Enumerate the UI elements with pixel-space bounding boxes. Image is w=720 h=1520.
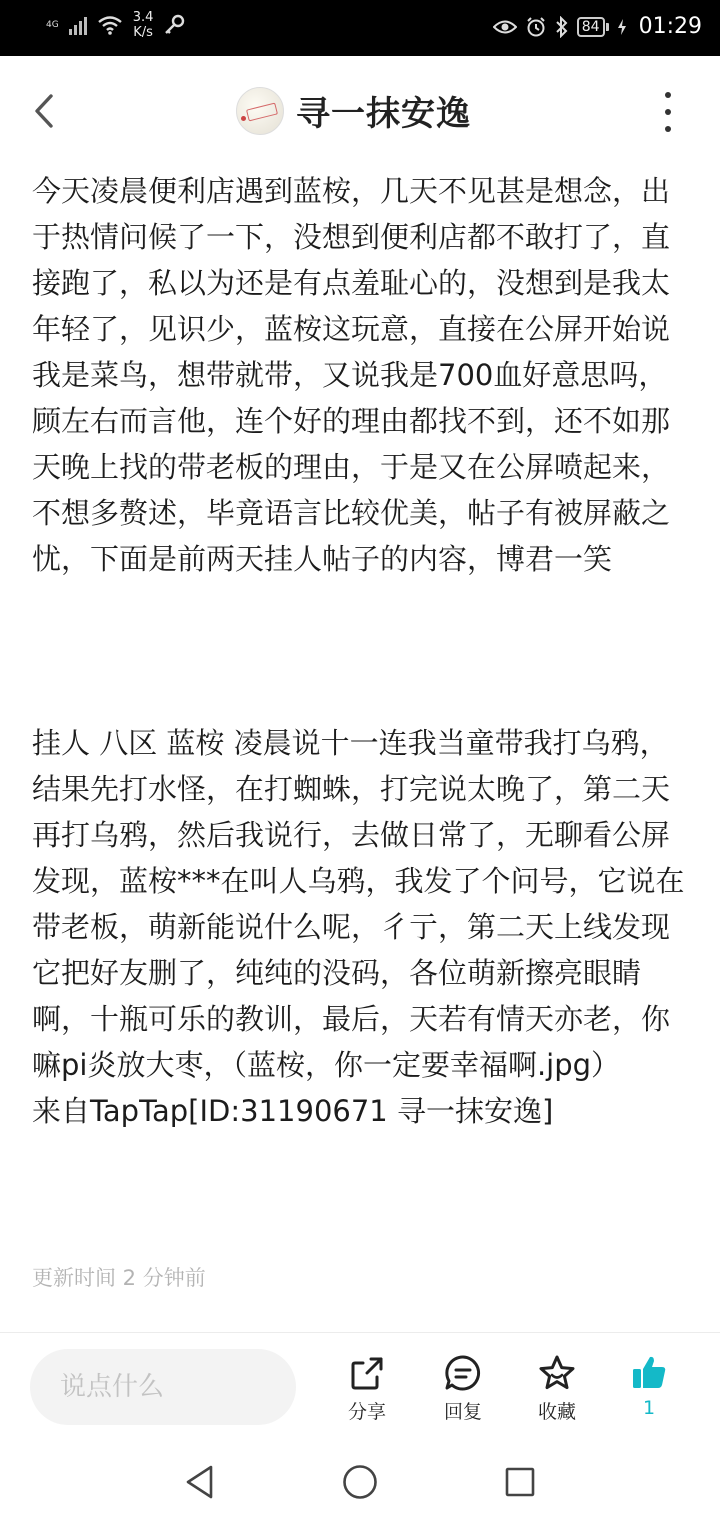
more-dot-icon [665, 92, 671, 98]
triangle-back-icon [184, 1464, 216, 1500]
more-options-button[interactable] [656, 92, 680, 132]
like-button[interactable] [614, 1353, 684, 1425]
network-type: 4G [46, 20, 59, 30]
circle-home-icon [341, 1463, 379, 1501]
status-right [493, 14, 702, 39]
charging-icon [617, 18, 627, 36]
post-paragraph: 挂人 八区 蓝桉 凌晨说十一连我当童带我打乌鸦，结果先打水怪，在打蜘蛛，打完说太晚了，第二天再打乌鸦，然后我说行，去做日常了，无聊看公屏发现，蓝桉***在叫人乌鸦，我发了个问号，它说在带老板，萌新能说什么呢，彳亍，第二天上线发现它把好友删了，纯纯的没码，各位萌新擦亮眼睛啊，十瓶可乐的教训，最后，天若有情天亦老，你嘛pi炎放大枣，（蓝桉，你一定要幸福啊.jpg） 来自TapTap[ID:31190671 寻一抹安逸] [32, 726, 685, 1128]
square-recents-icon [503, 1465, 537, 1499]
like-count: 1 [642, 1397, 656, 1419]
battery-icon [577, 17, 609, 37]
favorite-label: 收藏 [537, 1401, 576, 1423]
nav-back-button[interactable] [178, 1460, 222, 1504]
signal-strength-icon [69, 15, 87, 35]
eye-icon [493, 18, 517, 36]
network-speed [133, 10, 154, 40]
reply-label: 回复 [443, 1401, 482, 1423]
system-nav-bar [0, 1442, 720, 1520]
title-group [236, 86, 471, 135]
status-bar [0, 0, 720, 56]
comment-input[interactable] [30, 1349, 296, 1425]
battery-level: 84 [577, 17, 605, 37]
chevron-left-icon [33, 93, 55, 129]
star-icon [537, 1353, 577, 1393]
share-button[interactable] [332, 1353, 402, 1425]
status-left [46, 10, 185, 40]
speed-value: 3.4 [132, 10, 154, 25]
share-label: 分享 [347, 1401, 386, 1423]
more-dot-icon [665, 109, 671, 115]
bluetooth-icon [555, 16, 569, 38]
nav-home-button[interactable] [338, 1460, 382, 1504]
update-time: 更新时间 2 分钟前 [32, 1266, 206, 1290]
reply-button[interactable] [428, 1353, 498, 1425]
post-body [32, 168, 692, 1134]
app-header [0, 56, 720, 168]
clock: 01:29 [638, 14, 702, 39]
action-bar [0, 1332, 720, 1442]
back-button[interactable] [26, 86, 62, 136]
comment-bubble-icon [443, 1353, 483, 1393]
nav-recents-button[interactable] [498, 1460, 542, 1504]
share-icon [347, 1353, 387, 1393]
alarm-icon [525, 16, 547, 38]
key-icon [163, 14, 185, 36]
wifi-icon [97, 15, 123, 35]
page-title: 寻一抹安逸 [296, 94, 471, 134]
thumbs-up-icon [629, 1353, 669, 1393]
more-dot-icon [665, 126, 671, 132]
post-paragraph: 今天凌晨便利店遇到蓝桉，几天不见甚是想念，出于热情问候了一下，没想到便利店都不敢打了，直接跑了，私以为还是有点羞耻心的，没想到是我太年轻了，见识少，蓝桉这玩意，直接在公屏开始说我是菜鸟，想带就带，又说我是700血好意思吗，顾左右而言他，连个好的理由都找不到，还不如那天晚上找的带老板的理由，于是又在公屏喷起来，不想多赘述，毕竟语言比较优美，帖子有被屏蔽之忧，下面是前两天挂人帖子的内容，博君一笑 [32, 174, 671, 576]
favorite-button[interactable] [522, 1353, 592, 1425]
speed-unit: K/s [133, 25, 153, 40]
avatar[interactable] [236, 87, 284, 135]
